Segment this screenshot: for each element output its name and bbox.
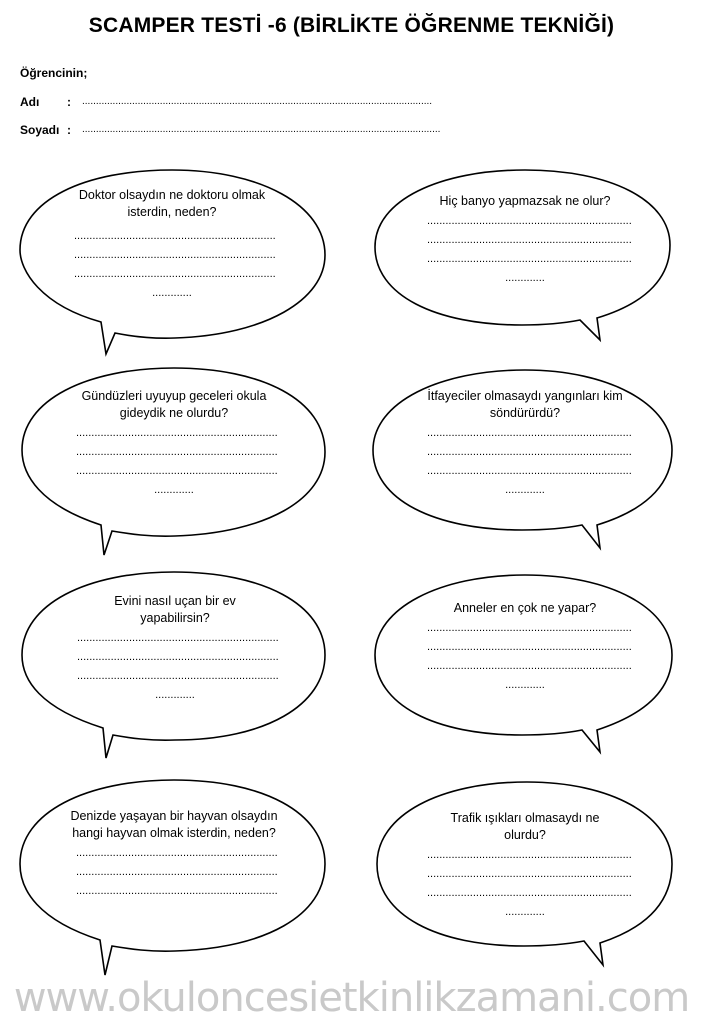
answer-short-line[interactable]: ............. (505, 484, 545, 496)
answer-line[interactable]: .................................................................. (77, 632, 279, 644)
answer-short-line[interactable]: ............. (505, 679, 545, 691)
answer-line[interactable]: ................................................................... (427, 234, 632, 246)
surname-label: Soyadı (20, 123, 60, 137)
bubble-doktor (62, 187, 282, 303)
answer-short-line[interactable]: ............. (154, 484, 194, 496)
student-heading: Öğrencinin; (20, 66, 88, 80)
answer-line[interactable]: ................................................................... (427, 465, 632, 477)
surname-colon: : (67, 123, 71, 137)
answer-line[interactable]: .................................................................. (76, 446, 278, 458)
answer-line[interactable]: ................................................................... (427, 427, 632, 439)
footer-watermark: www.okuloncesietkinlikzamani.com (13, 975, 690, 1021)
answer-line[interactable]: .................................................................. (77, 670, 279, 682)
question-text: Doktor olsaydın ne doktoru olmak isterdin, neden? (78, 188, 266, 219)
answer-short-line[interactable]: ............. (155, 689, 195, 701)
answer-short-line[interactable]: ............. (505, 906, 545, 918)
name-label: Adı (20, 95, 40, 109)
answer-line[interactable]: ................................................................... (427, 849, 632, 861)
question-text: Hiç banyo yapmazsak ne olur? (439, 194, 611, 208)
answer-line[interactable]: ................................................................... (427, 660, 632, 672)
answer-line[interactable]: .................................................................. (76, 427, 278, 439)
answer-line[interactable]: .................................................................. (74, 268, 276, 280)
question-text: Anneler en çok ne yapar? (453, 601, 597, 615)
answer-line[interactable]: .................................................................. (76, 847, 278, 859)
answer-line[interactable]: ................................................................... (427, 253, 632, 265)
bubble-ucan-ev (77, 593, 279, 705)
answer-line[interactable]: .................................................................. (74, 230, 276, 242)
answer-line[interactable]: ................................................................... (427, 887, 632, 899)
bubble-deniz (66, 808, 282, 901)
answer-line[interactable]: ................................................................... (427, 215, 632, 227)
question-text: İtfayeciler olmasaydı yangınları kim söndürürdü? (427, 389, 623, 420)
answer-line[interactable]: .................................................................. (74, 249, 276, 261)
answer-short-line[interactable]: ............. (152, 287, 192, 299)
answer-line[interactable]: ................................................................... (427, 622, 632, 634)
question-text: Denizde yaşayan bir hayvan olsaydın hangi hayvan olmak isterdin, neden? (70, 809, 278, 840)
answer-line[interactable]: .................................................................. (76, 885, 278, 897)
answer-line[interactable]: .................................................................. (77, 651, 279, 663)
bubble-trafik (420, 810, 630, 922)
surname-field[interactable]: ................................................................................................................................. (82, 124, 441, 135)
answer-short-line[interactable]: ............. (505, 272, 545, 284)
answer-line[interactable]: ................................................................... (427, 641, 632, 653)
bubble-banyo (420, 193, 630, 288)
question-text: Gündüzleri uyuyup geceleri okula gideydik ne olurdu? (81, 389, 267, 420)
question-text: Evini nasıl uçan bir ev yapabilirsin? (114, 594, 236, 625)
name-field[interactable]: .............................................................................................................................. (82, 96, 433, 107)
bubble-itfaiye (420, 388, 630, 500)
bubble-anneler (420, 600, 630, 695)
answer-line[interactable]: .................................................................. (76, 465, 278, 477)
answer-line[interactable]: .................................................................. (76, 866, 278, 878)
name-colon: : (67, 95, 71, 109)
answer-line[interactable]: ................................................................... (427, 446, 632, 458)
question-text: Trafik ışıkları olmasaydı ne olurdu? (450, 811, 600, 842)
bubble-gunduz (62, 388, 286, 500)
page-title: SCAMPER TESTİ -6 (BİRLİKTE ÖĞRENME TEKNİĞİ) (88, 14, 615, 37)
answer-line[interactable]: ................................................................... (427, 868, 632, 880)
